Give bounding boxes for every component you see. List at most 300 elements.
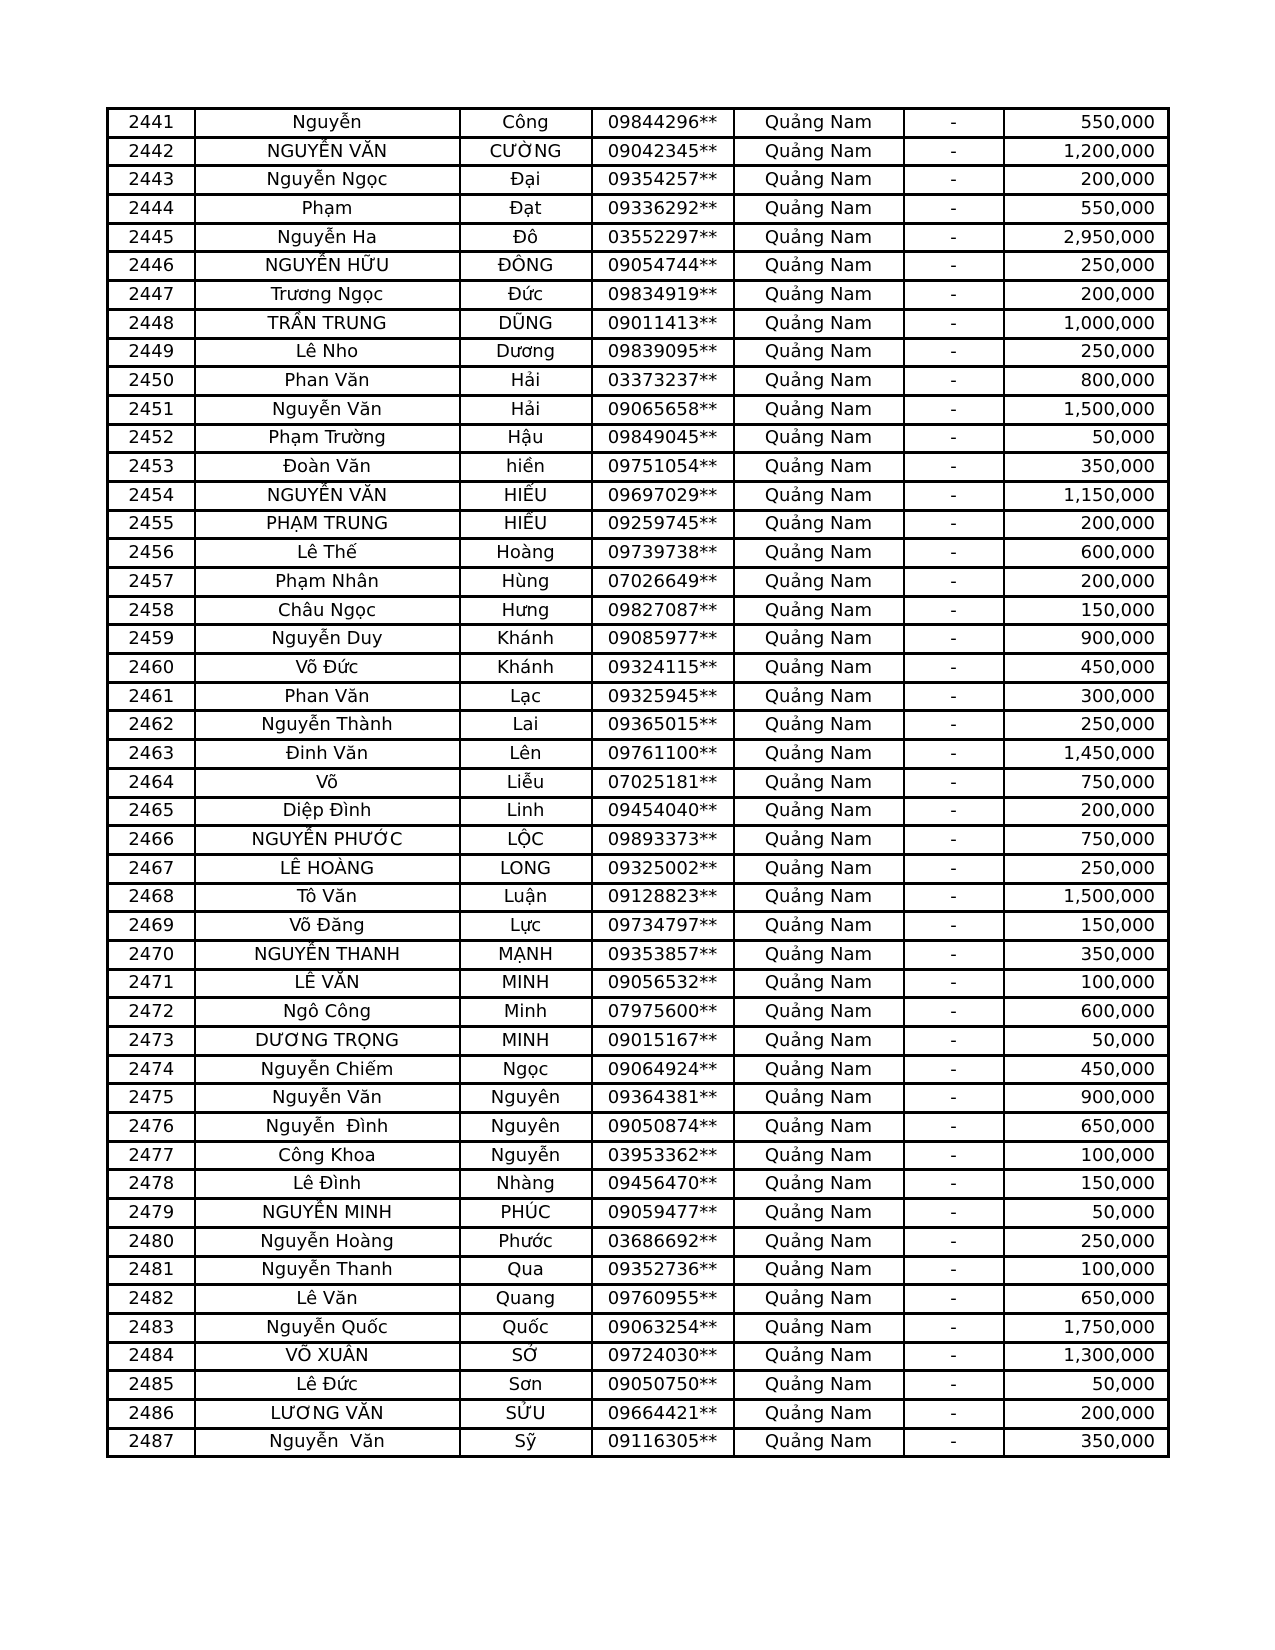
cell-row-number: 2481: [108, 1256, 195, 1285]
cell-first-name: Quốc: [460, 1313, 592, 1342]
table-body: [108, 109, 1169, 1457]
cell-phone-masked: 09065658**: [592, 395, 734, 424]
cell-row-number: 2449: [108, 338, 195, 367]
cell-phone-masked: 09893373**: [592, 826, 734, 855]
cell-row-number: 2445: [108, 223, 195, 252]
cell-amount: 250,000: [1004, 711, 1169, 740]
cell-zero-dash: -: [904, 1141, 1004, 1170]
cell-phone-masked: 09116305**: [592, 1428, 734, 1457]
cell-zero-dash: -: [904, 740, 1004, 769]
cell-row-number: 2475: [108, 1084, 195, 1113]
cell-zero-dash: -: [904, 826, 1004, 855]
cell-last-name: LÊ VĂN: [195, 969, 460, 998]
cell-zero-dash: -: [904, 166, 1004, 195]
table-row: [108, 195, 1169, 224]
cell-province: Quảng Nam: [734, 367, 904, 396]
cell-first-name: Hải: [460, 395, 592, 424]
cell-zero-dash: -: [904, 912, 1004, 941]
cell-phone-masked: 09849045**: [592, 424, 734, 453]
cell-row-number: 2479: [108, 1199, 195, 1228]
table-row: [108, 682, 1169, 711]
table-row: [108, 940, 1169, 969]
cell-amount: 50,000: [1004, 424, 1169, 453]
cell-phone-masked: 09259745**: [592, 510, 734, 539]
cell-amount: 2,950,000: [1004, 223, 1169, 252]
cell-amount: 100,000: [1004, 1141, 1169, 1170]
cell-province: Quảng Nam: [734, 1113, 904, 1142]
cell-first-name: Khánh: [460, 654, 592, 683]
cell-phone-masked: 09042345**: [592, 137, 734, 166]
table-row: [108, 1170, 1169, 1199]
table-row: [108, 1313, 1169, 1342]
cell-phone-masked: 09456470**: [592, 1170, 734, 1199]
cell-row-number: 2471: [108, 969, 195, 998]
cell-zero-dash: -: [904, 1227, 1004, 1256]
cell-zero-dash: -: [904, 195, 1004, 224]
cell-last-name: Nguyễn Văn: [195, 395, 460, 424]
cell-zero-dash: -: [904, 1113, 1004, 1142]
cell-row-number: 2448: [108, 309, 195, 338]
cell-amount: 1,450,000: [1004, 740, 1169, 769]
cell-amount: 450,000: [1004, 654, 1169, 683]
cell-zero-dash: -: [904, 940, 1004, 969]
cell-phone-masked: 09734797**: [592, 912, 734, 941]
cell-province: Quảng Nam: [734, 826, 904, 855]
cell-zero-dash: -: [904, 1055, 1004, 1084]
table-row: [108, 1256, 1169, 1285]
cell-row-number: 2446: [108, 252, 195, 281]
cell-first-name: Đô: [460, 223, 592, 252]
table-row: [108, 539, 1169, 568]
cell-row-number: 2451: [108, 395, 195, 424]
cell-row-number: 2453: [108, 453, 195, 482]
cell-row-number: 2482: [108, 1285, 195, 1314]
cell-zero-dash: -: [904, 1285, 1004, 1314]
table-row: [108, 768, 1169, 797]
cell-last-name: Lê Nho: [195, 338, 460, 367]
cell-province: Quảng Nam: [734, 424, 904, 453]
cell-amount: 50,000: [1004, 1027, 1169, 1056]
table-row: [108, 166, 1169, 195]
cell-row-number: 2463: [108, 740, 195, 769]
cell-first-name: DŨNG: [460, 309, 592, 338]
cell-amount: 550,000: [1004, 195, 1169, 224]
table-row: [108, 1113, 1169, 1142]
cell-last-name: Nguyễn Thanh: [195, 1256, 460, 1285]
cell-province: Quảng Nam: [734, 453, 904, 482]
cell-phone-masked: 09827087**: [592, 596, 734, 625]
table-row: [108, 252, 1169, 281]
cell-zero-dash: -: [904, 281, 1004, 310]
cell-zero-dash: -: [904, 1313, 1004, 1342]
table-row: [108, 1227, 1169, 1256]
cell-first-name: Lạc: [460, 682, 592, 711]
cell-phone-masked: 09054744**: [592, 252, 734, 281]
cell-row-number: 2486: [108, 1399, 195, 1428]
cell-last-name: Phạm: [195, 195, 460, 224]
cell-first-name: Lên: [460, 740, 592, 769]
cell-province: Quảng Nam: [734, 1084, 904, 1113]
cell-province: Quảng Nam: [734, 740, 904, 769]
table-row: [108, 1084, 1169, 1113]
table-row: [108, 1371, 1169, 1400]
cell-last-name: Lê Đình: [195, 1170, 460, 1199]
cell-last-name: Nguyễn Chiếm: [195, 1055, 460, 1084]
cell-first-name: hiền: [460, 453, 592, 482]
cell-row-number: 2459: [108, 625, 195, 654]
cell-zero-dash: -: [904, 596, 1004, 625]
table-row: [108, 883, 1169, 912]
cell-first-name: MINH: [460, 1027, 592, 1056]
cell-amount: 600,000: [1004, 539, 1169, 568]
cell-phone-masked: 09697029**: [592, 481, 734, 510]
cell-zero-dash: -: [904, 453, 1004, 482]
table-row: [108, 711, 1169, 740]
cell-zero-dash: -: [904, 854, 1004, 883]
cell-province: Quảng Nam: [734, 252, 904, 281]
table-row: [108, 998, 1169, 1027]
cell-phone-masked: 09354257**: [592, 166, 734, 195]
cell-phone-masked: 09365015**: [592, 711, 734, 740]
cell-amount: 650,000: [1004, 1113, 1169, 1142]
cell-phone-masked: 09011413**: [592, 309, 734, 338]
cell-row-number: 2457: [108, 568, 195, 597]
cell-province: Quảng Nam: [734, 1371, 904, 1400]
cell-first-name: Minh: [460, 998, 592, 1027]
cell-amount: 450,000: [1004, 1055, 1169, 1084]
cell-zero-dash: -: [904, 1170, 1004, 1199]
cell-zero-dash: -: [904, 424, 1004, 453]
cell-row-number: 2442: [108, 137, 195, 166]
cell-province: Quảng Nam: [734, 1428, 904, 1457]
table-row: [108, 740, 1169, 769]
table-row: [108, 223, 1169, 252]
cell-zero-dash: -: [904, 1199, 1004, 1228]
cell-first-name: Đạt: [460, 195, 592, 224]
cell-phone-masked: 07026649**: [592, 568, 734, 597]
cell-zero-dash: -: [904, 367, 1004, 396]
cell-first-name: ĐÔNG: [460, 252, 592, 281]
cell-amount: 1,150,000: [1004, 481, 1169, 510]
cell-row-number: 2461: [108, 682, 195, 711]
cell-last-name: LÊ HOÀNG: [195, 854, 460, 883]
cell-last-name: Ngô Công: [195, 998, 460, 1027]
cell-row-number: 2464: [108, 768, 195, 797]
cell-last-name: Diệp Đình: [195, 797, 460, 826]
cell-amount: 200,000: [1004, 166, 1169, 195]
cell-province: Quảng Nam: [734, 1313, 904, 1342]
cell-row-number: 2480: [108, 1227, 195, 1256]
cell-zero-dash: -: [904, 252, 1004, 281]
cell-province: Quảng Nam: [734, 137, 904, 166]
cell-province: Quảng Nam: [734, 711, 904, 740]
cell-first-name: Ngọc: [460, 1055, 592, 1084]
cell-province: Quảng Nam: [734, 481, 904, 510]
cell-amount: 1,000,000: [1004, 309, 1169, 338]
cell-first-name: Linh: [460, 797, 592, 826]
table-row: [108, 1428, 1169, 1457]
cell-phone-masked: 09352736**: [592, 1256, 734, 1285]
cell-phone-masked: 09059477**: [592, 1199, 734, 1228]
cell-first-name: Lực: [460, 912, 592, 941]
cell-phone-masked: 09844296**: [592, 109, 734, 138]
cell-zero-dash: -: [904, 137, 1004, 166]
table-row: [108, 510, 1169, 539]
cell-amount: 200,000: [1004, 797, 1169, 826]
cell-province: Quảng Nam: [734, 854, 904, 883]
cell-province: Quảng Nam: [734, 223, 904, 252]
cell-amount: 200,000: [1004, 568, 1169, 597]
cell-first-name: LỘC: [460, 826, 592, 855]
cell-province: Quảng Nam: [734, 1170, 904, 1199]
table-row: [108, 281, 1169, 310]
cell-first-name: Qua: [460, 1256, 592, 1285]
cell-first-name: Luận: [460, 883, 592, 912]
table-row: [108, 1342, 1169, 1371]
cell-first-name: SỬU: [460, 1399, 592, 1428]
cell-phone-masked: 09454040**: [592, 797, 734, 826]
cell-phone-masked: 09050750**: [592, 1371, 734, 1400]
cell-province: Quảng Nam: [734, 1227, 904, 1256]
cell-phone-masked: 09085977**: [592, 625, 734, 654]
cell-first-name: SỞ: [460, 1342, 592, 1371]
cell-phone-masked: 09056532**: [592, 969, 734, 998]
cell-phone-masked: 09751054**: [592, 453, 734, 482]
cell-first-name: Quang: [460, 1285, 592, 1314]
cell-amount: 800,000: [1004, 367, 1169, 396]
cell-row-number: 2478: [108, 1170, 195, 1199]
cell-last-name: Công Khoa: [195, 1141, 460, 1170]
table-row: [108, 969, 1169, 998]
cell-row-number: 2468: [108, 883, 195, 912]
cell-row-number: 2467: [108, 854, 195, 883]
cell-first-name: HIẾU: [460, 481, 592, 510]
cell-amount: 50,000: [1004, 1371, 1169, 1400]
cell-last-name: DƯƠNG TRỌNG: [195, 1027, 460, 1056]
cell-row-number: 2487: [108, 1428, 195, 1457]
cell-phone-masked: 09364381**: [592, 1084, 734, 1113]
cell-amount: 250,000: [1004, 252, 1169, 281]
table-row: [108, 1141, 1169, 1170]
cell-row-number: 2466: [108, 826, 195, 855]
cell-first-name: CƯỜNG: [460, 137, 592, 166]
cell-row-number: 2473: [108, 1027, 195, 1056]
cell-last-name: Châu Ngọc: [195, 596, 460, 625]
cell-zero-dash: -: [904, 711, 1004, 740]
cell-province: Quảng Nam: [734, 166, 904, 195]
cell-phone-masked: 09325002**: [592, 854, 734, 883]
cell-phone-masked: 09064924**: [592, 1055, 734, 1084]
cell-amount: 100,000: [1004, 1256, 1169, 1285]
cell-row-number: 2469: [108, 912, 195, 941]
table-row: [108, 367, 1169, 396]
cell-amount: 250,000: [1004, 854, 1169, 883]
cell-amount: 750,000: [1004, 768, 1169, 797]
cell-last-name: Lê Thế: [195, 539, 460, 568]
cell-phone-masked: 09760955**: [592, 1285, 734, 1314]
cell-phone-masked: 09325945**: [592, 682, 734, 711]
cell-zero-dash: -: [904, 223, 1004, 252]
cell-last-name: Nguyễn Văn: [195, 1084, 460, 1113]
cell-first-name: Liễu: [460, 768, 592, 797]
cell-phone-masked: 07025181**: [592, 768, 734, 797]
cell-amount: 350,000: [1004, 940, 1169, 969]
cell-first-name: Đức: [460, 281, 592, 310]
cell-row-number: 2462: [108, 711, 195, 740]
cell-row-number: 2458: [108, 596, 195, 625]
cell-last-name: Võ Đức: [195, 654, 460, 683]
cell-zero-dash: -: [904, 338, 1004, 367]
cell-row-number: 2456: [108, 539, 195, 568]
cell-amount: 250,000: [1004, 1227, 1169, 1256]
table-row: [108, 1027, 1169, 1056]
cell-first-name: MINH: [460, 969, 592, 998]
cell-phone-masked: 03953362**: [592, 1141, 734, 1170]
cell-last-name: Đinh Văn: [195, 740, 460, 769]
cell-last-name: Trương Ngọc: [195, 281, 460, 310]
table-row: [108, 424, 1169, 453]
cell-zero-dash: -: [904, 1399, 1004, 1428]
cell-row-number: 2470: [108, 940, 195, 969]
cell-province: Quảng Nam: [734, 1027, 904, 1056]
cell-row-number: 2474: [108, 1055, 195, 1084]
table-row: [108, 625, 1169, 654]
table-row: [108, 568, 1169, 597]
cell-zero-dash: -: [904, 1371, 1004, 1400]
cell-amount: 200,000: [1004, 1399, 1169, 1428]
cell-last-name: Lê Văn: [195, 1285, 460, 1314]
cell-first-name: Lai: [460, 711, 592, 740]
cell-first-name: PHÚC: [460, 1199, 592, 1228]
cell-last-name: Nguyễn: [195, 109, 460, 138]
cell-amount: 600,000: [1004, 998, 1169, 1027]
cell-first-name: Hải: [460, 367, 592, 396]
cell-row-number: 2477: [108, 1141, 195, 1170]
records-table: [106, 107, 1170, 1458]
cell-province: Quảng Nam: [734, 309, 904, 338]
cell-last-name: Nguyễn Quốc: [195, 1313, 460, 1342]
cell-amount: 900,000: [1004, 625, 1169, 654]
cell-amount: 200,000: [1004, 281, 1169, 310]
table-row: [108, 1285, 1169, 1314]
table-row: [108, 1399, 1169, 1428]
cell-last-name: NGUYỄN PHƯỚC: [195, 826, 460, 855]
cell-amount: 300,000: [1004, 682, 1169, 711]
cell-zero-dash: -: [904, 625, 1004, 654]
cell-province: Quảng Nam: [734, 596, 904, 625]
cell-last-name: NGUYỄN VĂN: [195, 137, 460, 166]
cell-province: Quảng Nam: [734, 539, 904, 568]
cell-zero-dash: -: [904, 1084, 1004, 1113]
cell-last-name: NGUYỄN MINH: [195, 1199, 460, 1228]
cell-last-name: Đoàn Văn: [195, 453, 460, 482]
cell-amount: 1,500,000: [1004, 395, 1169, 424]
cell-last-name: Nguyễn Hoàng: [195, 1227, 460, 1256]
cell-row-number: 2465: [108, 797, 195, 826]
cell-zero-dash: -: [904, 1256, 1004, 1285]
cell-phone-masked: 07975600**: [592, 998, 734, 1027]
cell-province: Quảng Nam: [734, 1285, 904, 1314]
cell-amount: 350,000: [1004, 1428, 1169, 1457]
cell-first-name: Hậu: [460, 424, 592, 453]
cell-row-number: 2483: [108, 1313, 195, 1342]
cell-last-name: NGUYỄN VĂN: [195, 481, 460, 510]
cell-phone-masked: 09050874**: [592, 1113, 734, 1142]
cell-amount: 100,000: [1004, 969, 1169, 998]
cell-amount: 1,200,000: [1004, 137, 1169, 166]
cell-province: Quảng Nam: [734, 1342, 904, 1371]
cell-province: Quảng Nam: [734, 998, 904, 1027]
cell-zero-dash: -: [904, 1027, 1004, 1056]
cell-first-name: Hưng: [460, 596, 592, 625]
cell-province: Quảng Nam: [734, 338, 904, 367]
cell-amount: 50,000: [1004, 1199, 1169, 1228]
cell-last-name: TRẦN TRUNG: [195, 309, 460, 338]
cell-province: Quảng Nam: [734, 654, 904, 683]
cell-first-name: Nhàng: [460, 1170, 592, 1199]
cell-zero-dash: -: [904, 395, 1004, 424]
cell-zero-dash: -: [904, 568, 1004, 597]
cell-zero-dash: -: [904, 883, 1004, 912]
cell-amount: 550,000: [1004, 109, 1169, 138]
cell-amount: 900,000: [1004, 1084, 1169, 1113]
cell-row-number: 2485: [108, 1371, 195, 1400]
table-row: [108, 596, 1169, 625]
cell-phone-masked: 09336292**: [592, 195, 734, 224]
cell-last-name: Phạm Trường: [195, 424, 460, 453]
cell-first-name: Công: [460, 109, 592, 138]
cell-last-name: Phan Văn: [195, 682, 460, 711]
cell-last-name: Phạm Nhân: [195, 568, 460, 597]
cell-first-name: Phước: [460, 1227, 592, 1256]
cell-last-name: Võ: [195, 768, 460, 797]
cell-province: Quảng Nam: [734, 1055, 904, 1084]
table-row: [108, 109, 1169, 138]
table-row: [108, 481, 1169, 510]
table-row: [108, 137, 1169, 166]
table-row: [108, 826, 1169, 855]
cell-phone-masked: 09664421**: [592, 1399, 734, 1428]
cell-phone-masked: 09839095**: [592, 338, 734, 367]
cell-last-name: Nguyễn Văn: [195, 1428, 460, 1457]
cell-phone-masked: 09739738**: [592, 539, 734, 568]
cell-last-name: Nguyễn Thành: [195, 711, 460, 740]
cell-first-name: Đại: [460, 166, 592, 195]
cell-zero-dash: -: [904, 1342, 1004, 1371]
table-row: [108, 797, 1169, 826]
table-row: [108, 654, 1169, 683]
cell-row-number: 2472: [108, 998, 195, 1027]
cell-row-number: 2447: [108, 281, 195, 310]
table-row: [108, 338, 1169, 367]
cell-phone-masked: 09063254**: [592, 1313, 734, 1342]
cell-row-number: 2450: [108, 367, 195, 396]
cell-row-number: 2441: [108, 109, 195, 138]
cell-amount: 1,300,000: [1004, 1342, 1169, 1371]
table-row: [108, 309, 1169, 338]
cell-phone-masked: 09724030**: [592, 1342, 734, 1371]
cell-amount: 150,000: [1004, 912, 1169, 941]
cell-amount: 200,000: [1004, 510, 1169, 539]
cell-zero-dash: -: [904, 309, 1004, 338]
cell-zero-dash: -: [904, 510, 1004, 539]
cell-last-name: NGUYỄN HỮU: [195, 252, 460, 281]
cell-first-name: LONG: [460, 854, 592, 883]
cell-first-name: Nguyên: [460, 1113, 592, 1142]
cell-row-number: 2455: [108, 510, 195, 539]
cell-province: Quảng Nam: [734, 768, 904, 797]
cell-last-name: Lê Đức: [195, 1371, 460, 1400]
